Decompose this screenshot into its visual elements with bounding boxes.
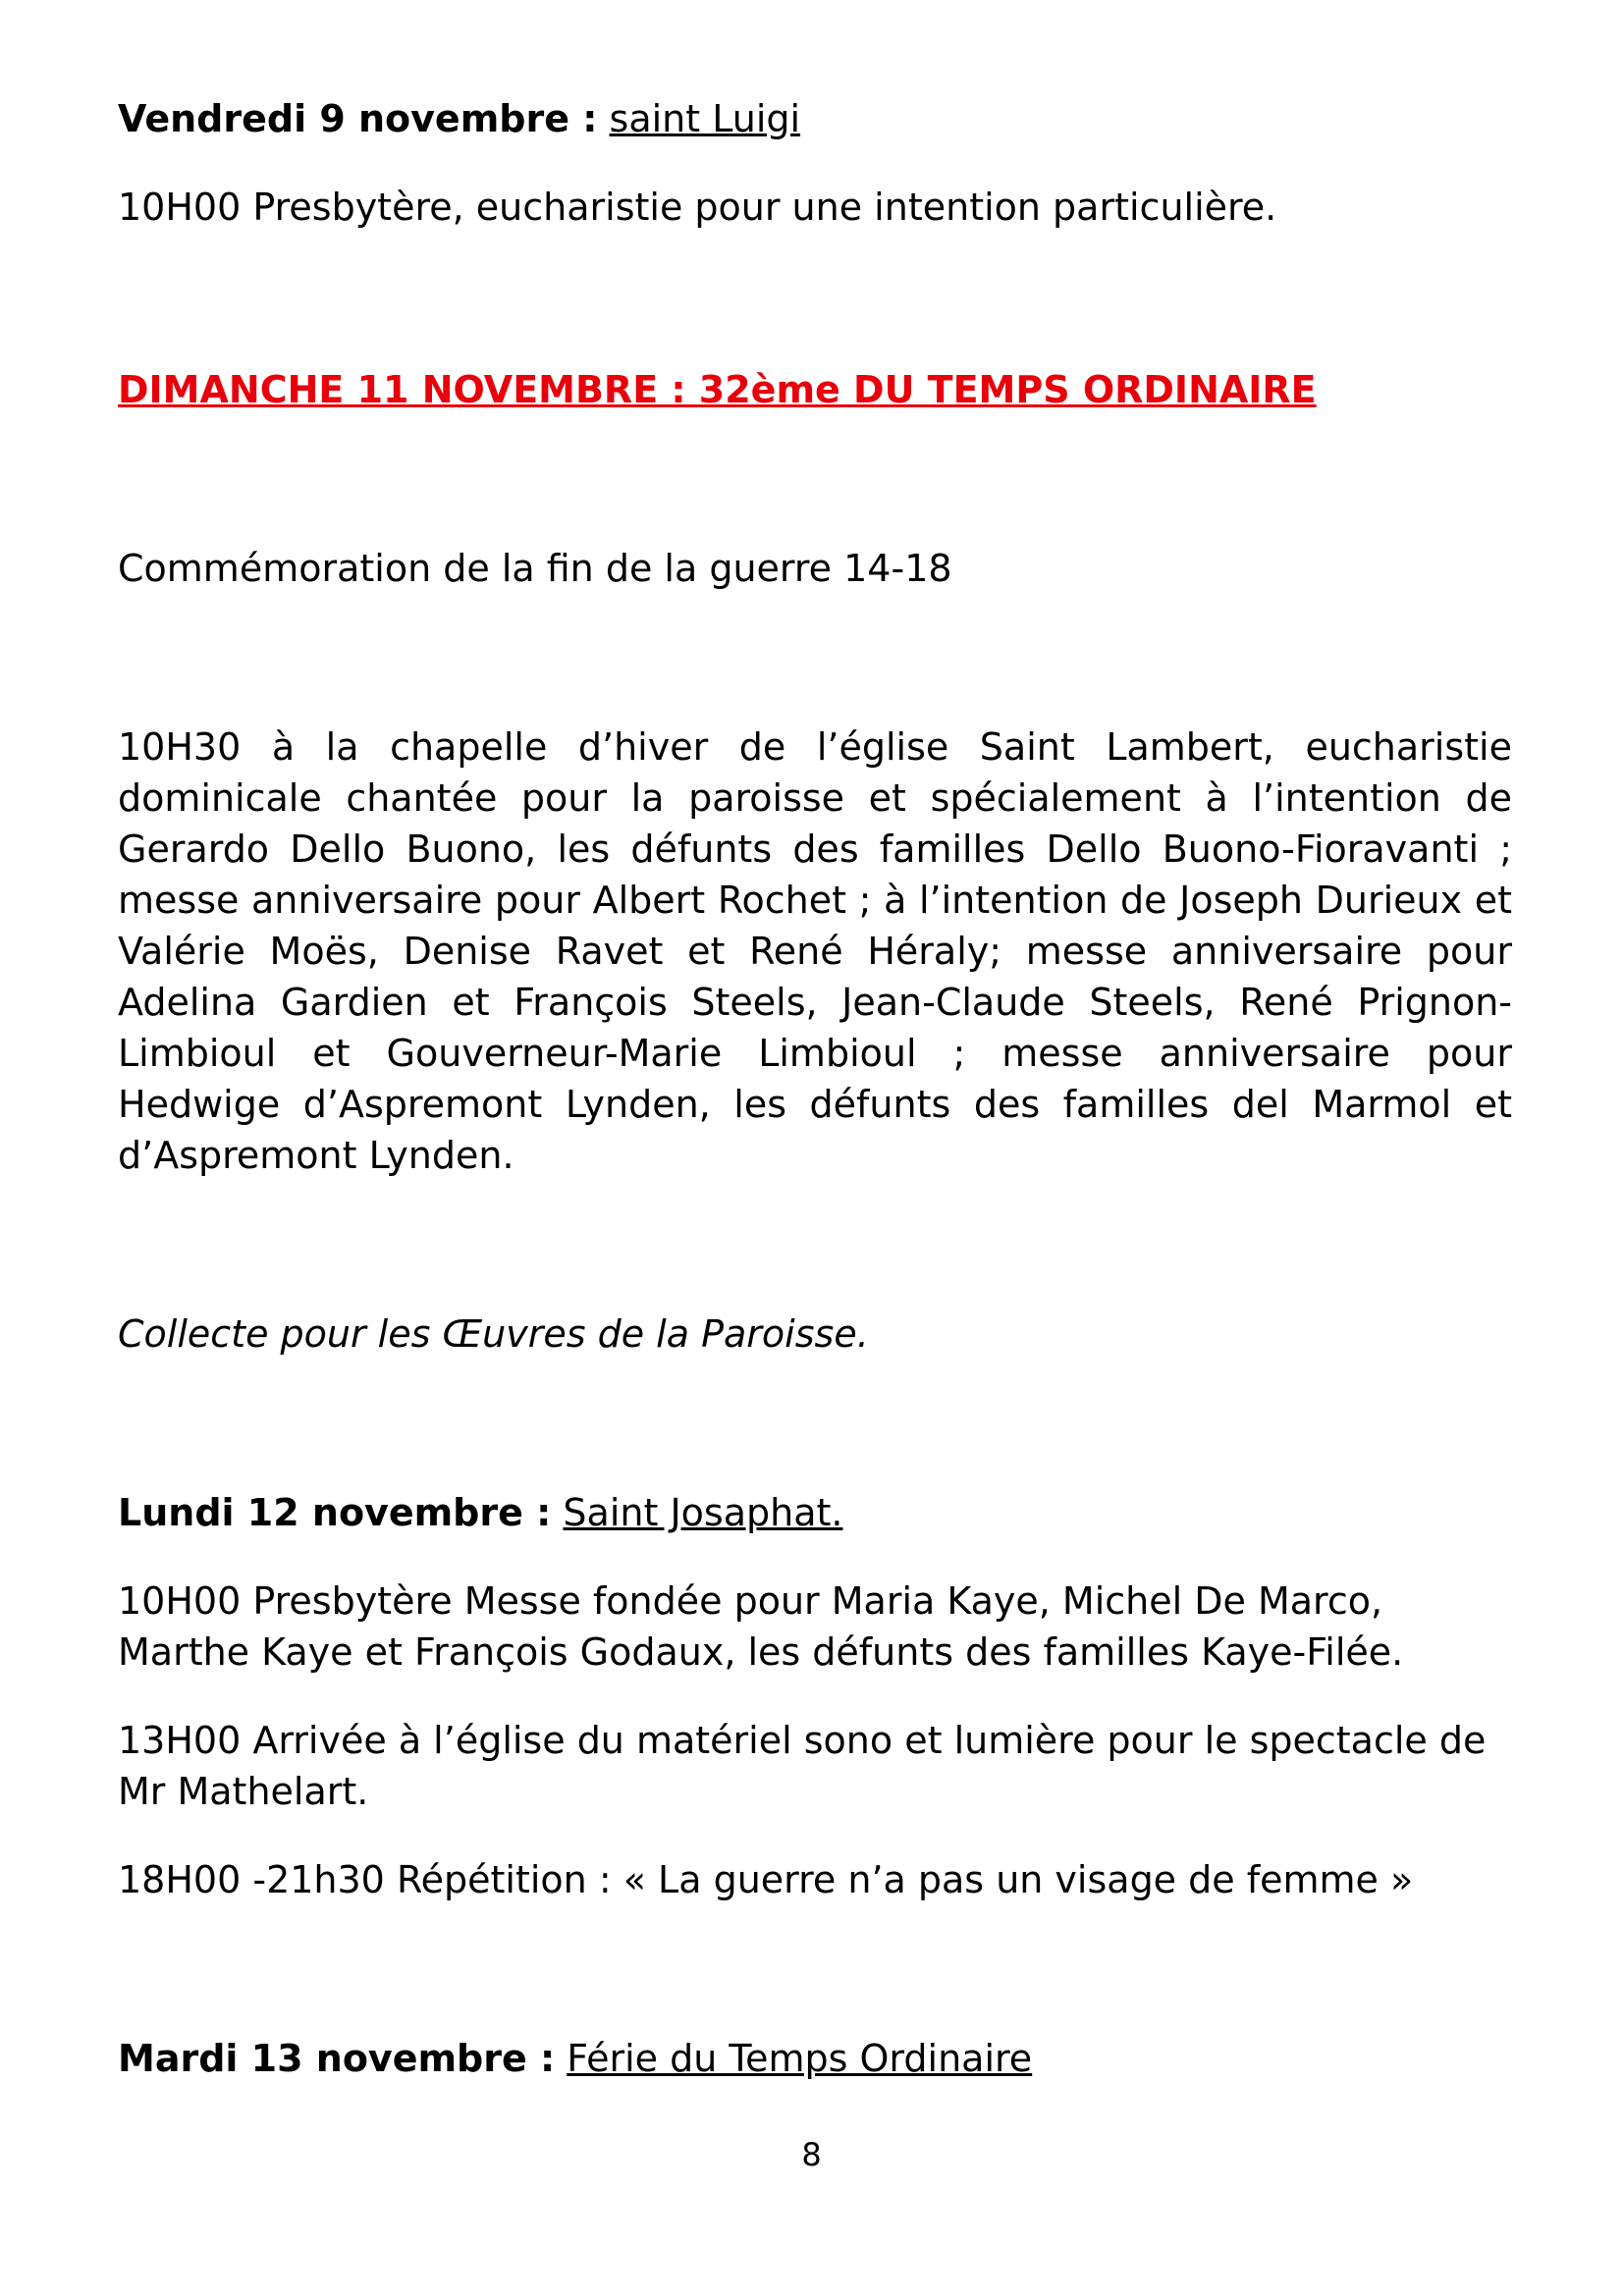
friday-saint: saint Luigi [609, 97, 801, 140]
monday-entry-3: 18H00 -21h30 Répétition : « La guerre n’a pas un visage de femme » [118, 1858, 1414, 1901]
monday-day: Lundi 12 novembre : [118, 1491, 552, 1534]
monday-entry-1: 10H00 Presbytère Messe fondée pour Maria Kaye, Michel De Marco, Marthe Kaye et François Godaux, les défunts des familles Kaye-Filée. [118, 1579, 1404, 1674]
page-number: 8 [801, 2136, 822, 2173]
document-page [118, 93, 1512, 2084]
sunday-commemoration: Commémoration de la fin de la guerre 14-18 [118, 547, 952, 590]
monday-saint: Saint Josaphat. [563, 1491, 843, 1534]
monday-heading [118, 1487, 1512, 1538]
monday-entry-2: 13H00 Arrivée à l’église du matériel sono et lumière pour le spectacle de Mr Mathelart. [118, 1719, 1487, 1813]
friday-entry: 10H00 Presbytère, eucharistie pour une intention particulière. [118, 186, 1277, 229]
tuesday-saint: Férie du Temps Ordinaire [567, 2037, 1033, 2080]
sunday-mass: 10H30 à la chapelle d’hiver de l’église Saint Lambert, eucharistie dominicale chantée pour la paroisse et spécialement à l’intention de Gerardo Dello Buono, les défunts des familles Dello Buono-Fioravanti ; messe anniversaire pour Albert Rochet ; à l’intention de Joseph Durieux et Valérie Moës, Denise Ravet et René Héraly; messe anniversaire pour Adelina Gardien et François Steels, Jean-Claude Steels, René Prignon-Limbioul et Gouverneur-Marie Limbioul ; messe anniversaire pour Hedwige d’Aspremont Lynden, les défunts des familles del Marmol et d’Aspremont Lynden. [118, 725, 1512, 1177]
friday-day: Vendredi 9 novembre : [118, 97, 598, 140]
tuesday-heading [118, 2033, 1512, 2084]
tuesday-day: Mardi 13 novembre : [118, 2037, 556, 2080]
sunday-heading: DIMANCHE 11 NOVEMBRE : 32ème DU TEMPS ORDINAIRE [118, 368, 1317, 411]
sunday-collection: Collecte pour les Œuvres de la Paroisse. [118, 1312, 869, 1356]
friday-heading [118, 93, 1512, 144]
